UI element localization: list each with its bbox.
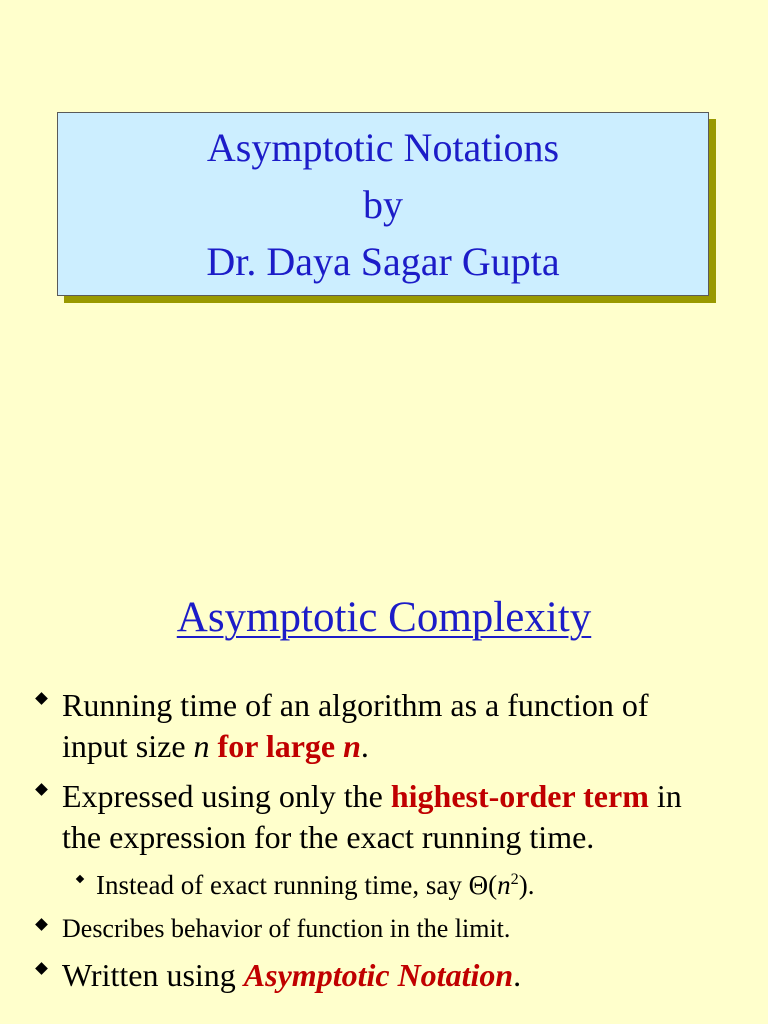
bullet-1-emphasis: for large (217, 728, 344, 764)
bullet-2-suffix: in (648, 778, 682, 814)
bullet-1-line-2 (62, 724, 369, 768)
bullet-diamond-icon (35, 692, 48, 705)
sub-bullet-end: ). (518, 870, 535, 900)
title-box (57, 112, 709, 296)
bullet-1-n: n (193, 728, 210, 764)
bullet-diamond-icon (35, 962, 48, 975)
bullet-diamond-icon (35, 918, 48, 931)
bullet-1-line-1 (62, 683, 649, 727)
sub-bullet-exponent: 2 (510, 870, 519, 888)
bullet-diamond-icon (35, 783, 48, 796)
bullet-3-text: Describes behavior of function in the limit. (62, 914, 511, 943)
title-line-3: Dr. Daya Sagar Gupta (206, 238, 560, 284)
bullet-4 (62, 953, 521, 997)
sub-bullet-1 (96, 867, 534, 903)
sub-bullet-n: n (497, 870, 511, 900)
title-line-2: by (363, 181, 403, 227)
bullet-1-prefix: input size (62, 728, 194, 764)
bullet-1-space (210, 728, 218, 764)
bullet-1-emphasis-n: n (343, 728, 361, 764)
bullet-2-text: the expression for the exact running time. (62, 819, 595, 855)
sub-bullet-diamond-icon (76, 875, 84, 883)
bullet-4-emphasis: Asymptotic Notation (243, 957, 514, 993)
bullet-2-prefix: Expressed using only the (62, 778, 391, 814)
section-heading: Asymptotic Complexity (176, 594, 592, 641)
bullet-2-line-2 (62, 815, 594, 859)
sub-bullet-prefix: Instead of exact running time, say Θ( (96, 870, 498, 900)
title-line-1: Asymptotic Notations (206, 124, 560, 170)
bullet-4-prefix: Written using (62, 957, 244, 993)
bullet-1-end: . (360, 728, 369, 764)
bullet-2-emphasis: highest-order term (390, 778, 649, 814)
bullet-2-line-1 (62, 774, 682, 818)
bullet-1-text: Running time of an algorithm as a function of (62, 687, 649, 723)
bullet-3 (62, 912, 510, 946)
bullet-4-end: . (513, 957, 522, 993)
